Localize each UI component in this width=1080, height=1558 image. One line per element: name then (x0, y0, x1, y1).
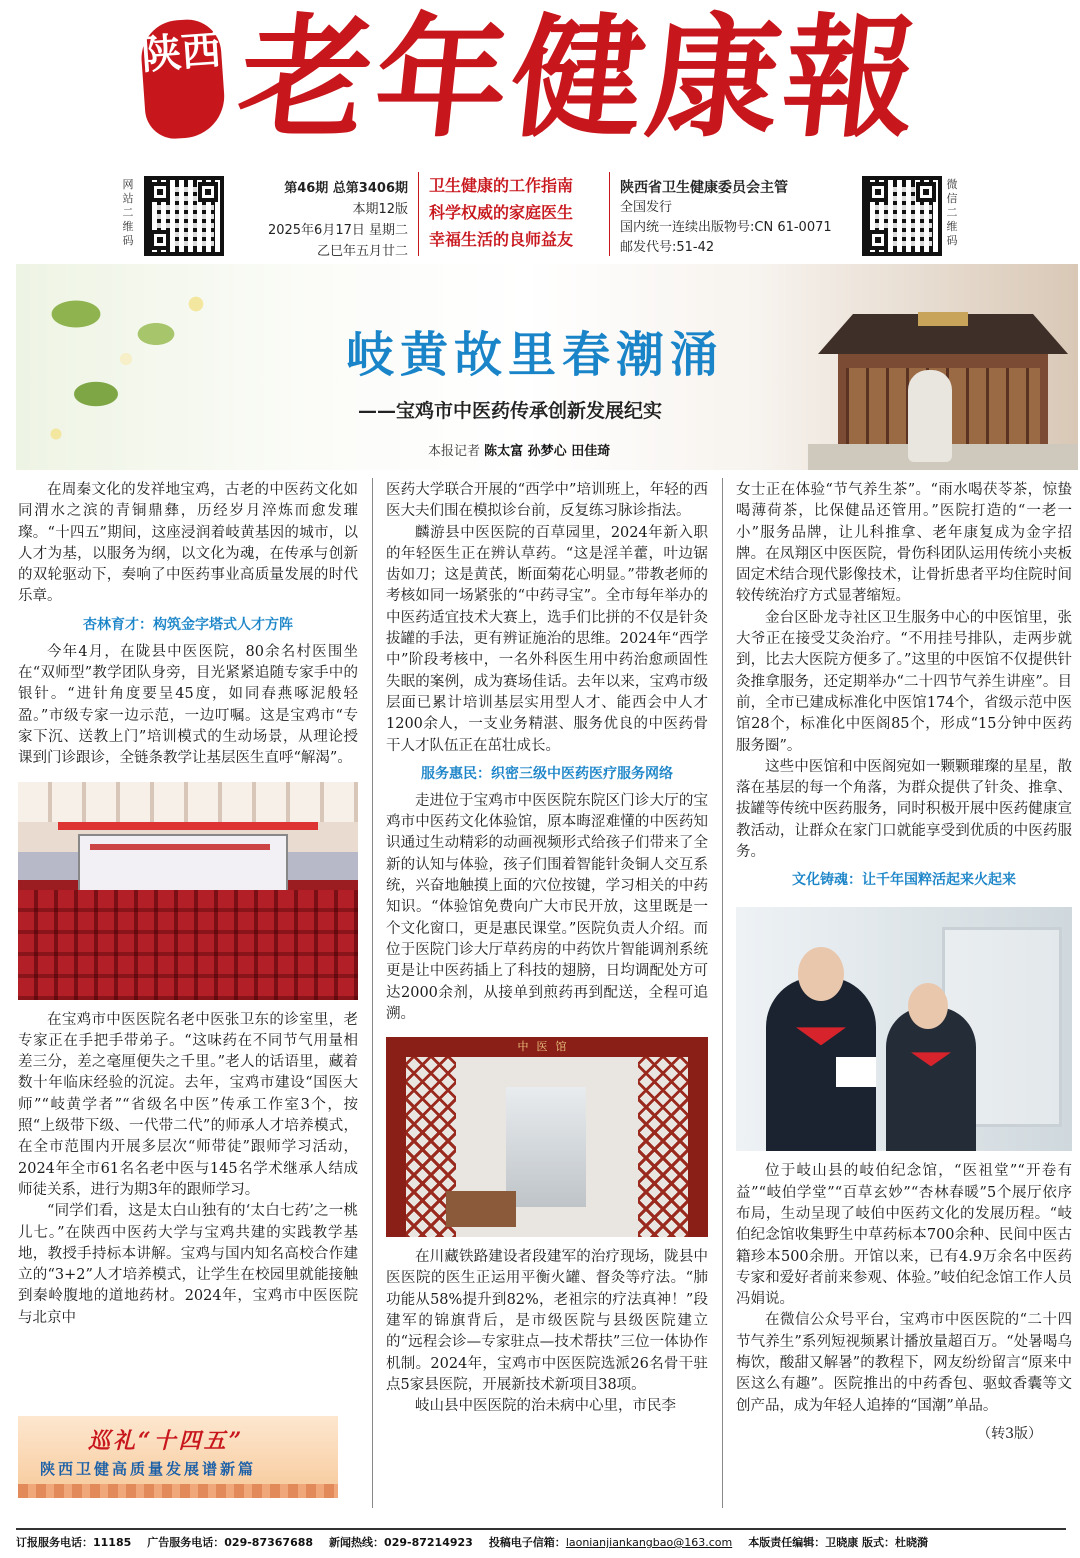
paragraph: 女士正在体验“节气养生茶”。“雨水喝茯苓茶，惊蛰喝薄荷茶，比保健品还管用。”医院打造的“一老一小”服务品牌，让儿科推拿、老年康复成为金字招牌。在凤翔区中医医院，骨伤科团队运用传统小夹板固定术结合现代影像技术，让骨折患者平均住院时间较传统治疗方式显著缩短。 (736, 482, 1072, 605)
training-hall-photo (18, 782, 358, 1000)
section-heading: 文化铸魂：让千年国粹活起来火起来 (792, 872, 1016, 889)
tcm-hall-photo (386, 1037, 708, 1237)
hall-sign: 中医馆 (506, 1039, 586, 1055)
section-heading: 杏林育才：构筑金字塔式人才方阵 (83, 616, 293, 633)
newspaper-title: 老年健康報 (231, 1, 929, 156)
continued-note: （转3版） (977, 1425, 1042, 1442)
masthead (0, 0, 1080, 168)
paragraph: 金台区卧龙寺社区卫生服务中心的中医馆里，张大爷正在接受艾灸治疗。“不用挂号排队，走两步就到，比去大医院方便多了。”这里的中医馆不仅提供针灸推拿服务，还定期举办“二十四节气养生讲座”。目前，全市已建成标准化中医馆174个，省级示范中医馆28个，标准化中医阁85个，形成“15分钟中医药服务圈”。 (736, 609, 1072, 754)
paragraph: 在周秦文化的发祥地宝鸡，古老的中医药文化如同渭水之滨的青铜鼎彝，历经岁月淬炼而愈发璀璨。“十四五”期间，这座浸润着岐黄基因的城市，以人才为基，以服务为纲，以文化为魂，在传承与创新的双轮驱动下，奏响了中医药事业高质量发展的时代乐章。 (18, 482, 358, 605)
publication-info: 陕西省卫生健康委员会主管 全国发行 国内统一连续出版物号:CN 61-0071 邮发代号:51-42 (620, 180, 832, 255)
footer (16, 1528, 1066, 1552)
paragraph: 走进位于宝鸡市中医医院东院区门诊大厅的宝鸡市中医药文化体验馆，原本晦涩难懂的中医药知识通过生动精彩的动画视频形式给孩子们带来了全新的认知与体验，孩子们围着智能针灸铜人交互系统，兴奋地触摸上面的穴位按键，学习相关的中药知识。“体验馆免费向广大市民开放，这里既是一个文化窗口，更是惠民课堂。”医院负责人介绍。而位于医院门诊大厅草药房的中药饮片智能调剂系统更是让中医药插上了科技的翅膀，日均调配处方可达2000余剂，从接单到煎药再到配送，全程可追溯。 (386, 792, 708, 1022)
qr-website-label: 网站二维码 (122, 178, 134, 247)
paragraph: 在微信公众号平台，宝鸡市中医医院的“二十四节气养生”系列短视频累计播放量超百万。“处暑喝乌梅饮，酸甜又解暑”的教程下，网友纷纷留言“原来中医这么有趣”。医院推出的中药香包、驱蚊香囊等文创产品，成为年轻人追捧的“国潮”单品。 (736, 1312, 1072, 1414)
column-3 (736, 480, 1072, 1510)
province-seal: 陕西 (139, 17, 227, 140)
issue-info-bar (0, 168, 1080, 264)
editor-credit: 本版责任编辑：卫晓康 版式：杜晓漪 (748, 1536, 929, 1549)
article-title: 岐黄故里春潮涌 (346, 327, 725, 383)
email-link[interactable]: laonianjiankangbao@163.com (565, 1536, 733, 1549)
column-2 (386, 480, 708, 1510)
paragraph: 麟游县中医医院的百草园里，2024年新入职的年轻医生正在辨认草药。“这是淫羊藿，叶边锯齿如刀；这是黄芪，断面菊花心明显。”带教老师的考核如同一场紧张的“中药寻宝”。全市每年举办的中医药适宜技术大赛上，选手们比拼的不仅是针灸拔罐的手法，更有辨证施治的思维。2024年“西学中”阶段考核中，一名外科医生用中药治愈顽固性失眠的案例，成为赛场佳话。去年以来，宝鸡市级层面已累计培训基层实用型人才、能西会中人才1200余人，一支业务精湛、服务优良的中医药骨干人才队伍正在茁壮成长。 (386, 524, 708, 754)
skyline-decoration (18, 1484, 338, 1498)
temple-photo (808, 274, 1078, 470)
paragraph: 医药大学联合开展的“西学中”培训班上，年轻的西医大夫们围在模拟诊台前，反复练习脉诊指法。 (386, 482, 708, 520)
email-block: 投稿电子信箱：laonianjiankangbao@163.com (488, 1536, 733, 1549)
paragraph: 在宝鸡市中医医院名老中医张卫东的诊室里，老专家正在手把手带弟子。“这味药在不同节气用量相差三分，差之毫厘便失之千里。”老人的话语里，藏着数十年临床经验的沉淀。去年，宝鸡市建设“国医大师”“岐黄学者”“省级名中医”传承工作室3个，按照“上级带下级、一代带二代”的师承人才培养模式，在全市范围内开展多层次“师带徒”跟师学习活动，2024年全市61名名老中医与145名学术继承人结成师徒关系，进行为期3年的跟师学习。 (18, 1011, 358, 1198)
column-divider (722, 478, 723, 1508)
paragraph: 在川藏铁路建设者段建军的治疗现场，陇县中医医院的医生正运用平衡火罐、督灸等疗法。“肺功能从58%提升到82%，老祖宗的疗法真神！”段建军的锦旗背后，是市级医院与县级医院建立的“远程会诊—专家驻点—技术帮扶”三位一体协作机制。2024年，宝鸡市中医医院选派26名骨干驻点5家县医院，开展新技术新项目38项。 (386, 1249, 708, 1393)
section-heading: 服务惠民：织密三级中医药医疗服务网络 (421, 765, 673, 782)
news-hotline: 新闻热线：029-87214923 (329, 1536, 473, 1549)
slogans: 卫生健康的工作指南 科学权威的家庭医生 幸福生活的良师益友 (418, 172, 610, 256)
promo-subtitle: 陕西卫健高质量发展谱新篇 (40, 1460, 257, 1478)
qr-wechat-label: 微信二维码 (946, 178, 958, 247)
paragraph: 这些中医馆和中医阁宛如一颗颗璀璨的星星，散落在基层的每一个角落，为群众提供了针灸、推拿、拔罐等传统中医药服务，同时积极开展中医药健康宣教活动，让群众在家门口就能享受到优质的中医药服务。 (736, 758, 1072, 861)
website-qr-code-icon[interactable] (144, 176, 224, 256)
promo-banner[interactable] (18, 1416, 338, 1498)
promo-title: 巡礼“十四五” (88, 1428, 245, 1454)
paragraph: 今年4月，在陇县中医医院，80余名村医围坐在“双师型”教学团队身旁，目光紧紧追随专家手中的银针。“进针角度要呈45度，如同春燕啄泥般轻盈。”市级专家一边示范，一边叮嘱。这是宝鸡市“专家下沉、送教上门”培训模式的生动场景，从理论授课到门诊跟诊，全链条教学让基层医生直呼“解渴”。 (18, 643, 358, 767)
ads-phone: 广告服务电话：029-87367688 (147, 1536, 314, 1549)
paragraph: 位于岐山县的岐伯纪念馆，“医祖堂”“开卷有益”“岐伯学堂”“百草玄妙”“杏林春暖”5个展厅依序布局，生动呈现了岐伯中医药文化的发展历程。“岐伯纪念馆收集野生中草药标本700余种、民间中医古籍珍本500余册。开馆以来，已有4.9万余名中医药专家和爱好者前来参观、体验。”岐伯纪念馆工作人员冯娟说。 (736, 1163, 1072, 1308)
article-header-banner (16, 264, 1078, 470)
honeysuckle-decoration (16, 264, 246, 470)
museum-students-photo (736, 907, 1072, 1151)
paragraph: “同学们看，这是太白山独有的‘太白七药’之一桃儿七。”在陕西中医药大学与宝鸡共建的实践教学基地，教授手持标本讲解。宝鸡与国内知名高校合作建立的“3+2”人才培养模式，让学生在校园里就能接触到秦岭腹地的道地药材。2024年，宝鸡市中医医院与北京中 (18, 1203, 358, 1326)
subscribe-phone: 订报服务电话：11185 (16, 1536, 132, 1549)
byline: 本报记者 陈太富 孙梦心 田佳琦 (428, 444, 611, 459)
wechat-qr-code-icon[interactable] (862, 176, 942, 256)
column-divider (372, 478, 373, 1508)
column-1 (18, 480, 358, 1510)
paragraph: 岐山县中医医院的治未病中心里，市民李 (415, 1398, 676, 1415)
article-subtitle: ——宝鸡市中医药传承创新发展纪实 (358, 400, 663, 422)
issue-details: 第46期 总第3406期 本期12版 2025年6月17日 星期二 乙巳年五月廿二 (267, 181, 408, 259)
